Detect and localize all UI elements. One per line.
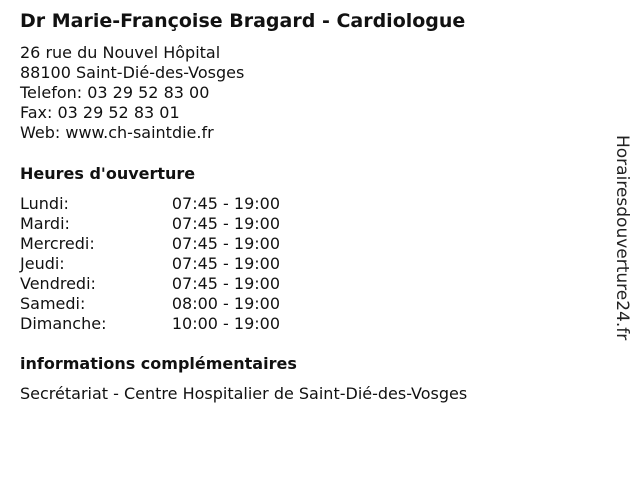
time-range: 07:45 - 19:00 <box>171 274 280 293</box>
day-label: Mardi: <box>20 214 70 233</box>
hours-row-lundi <box>20 194 280 214</box>
time-range: 07:45 - 19:00 <box>171 254 280 273</box>
address-block <box>20 43 244 143</box>
day-label: Mercredi: <box>20 234 95 253</box>
city-address: 88100 Saint-Dié-des-Vosges <box>20 63 245 82</box>
time-range: 07:45 - 19:00 <box>171 194 280 213</box>
page-title: Dr Marie-Françoise Bragard - Cardiologue <box>20 10 466 32</box>
day-label: Lundi: <box>20 194 69 213</box>
hours-row-mercredi <box>20 234 280 254</box>
hours-heading: Heures d'ouverture <box>20 164 196 183</box>
hours-row-vendredi <box>20 274 280 294</box>
fax-number: Fax: 03 29 52 83 01 <box>20 103 180 122</box>
info-heading: informations complémentaires <box>20 354 297 373</box>
opening-hours-table <box>20 194 280 334</box>
day-label: Vendredi: <box>20 274 96 293</box>
phone-number: Telefon: 03 29 52 83 00 <box>20 83 210 102</box>
day-label: Samedi: <box>20 294 86 313</box>
street-address: 26 rue du Nouvel Hôpital <box>20 43 221 62</box>
day-label: Jeudi: <box>20 254 65 273</box>
time-range: 08:00 - 19:00 <box>171 294 280 313</box>
info-text: Secrétariat - Centre Hospitalier de Saint-Dié-des-Vosges <box>20 384 468 403</box>
hours-row-jeudi <box>20 254 280 274</box>
day-label: Dimanche: <box>20 314 107 333</box>
hours-row-dimanche <box>20 314 280 334</box>
hours-row-mardi <box>20 214 280 234</box>
time-range: 10:00 - 19:00 <box>171 314 280 333</box>
vertical-brand-text: Horairesdouverture24.fr <box>612 135 632 341</box>
time-range: 07:45 - 19:00 <box>171 214 280 233</box>
website-text: Web: www.ch-saintdie.fr <box>20 123 214 142</box>
time-range: 07:45 - 19:00 <box>171 234 280 253</box>
hours-row-samedi <box>20 294 280 314</box>
